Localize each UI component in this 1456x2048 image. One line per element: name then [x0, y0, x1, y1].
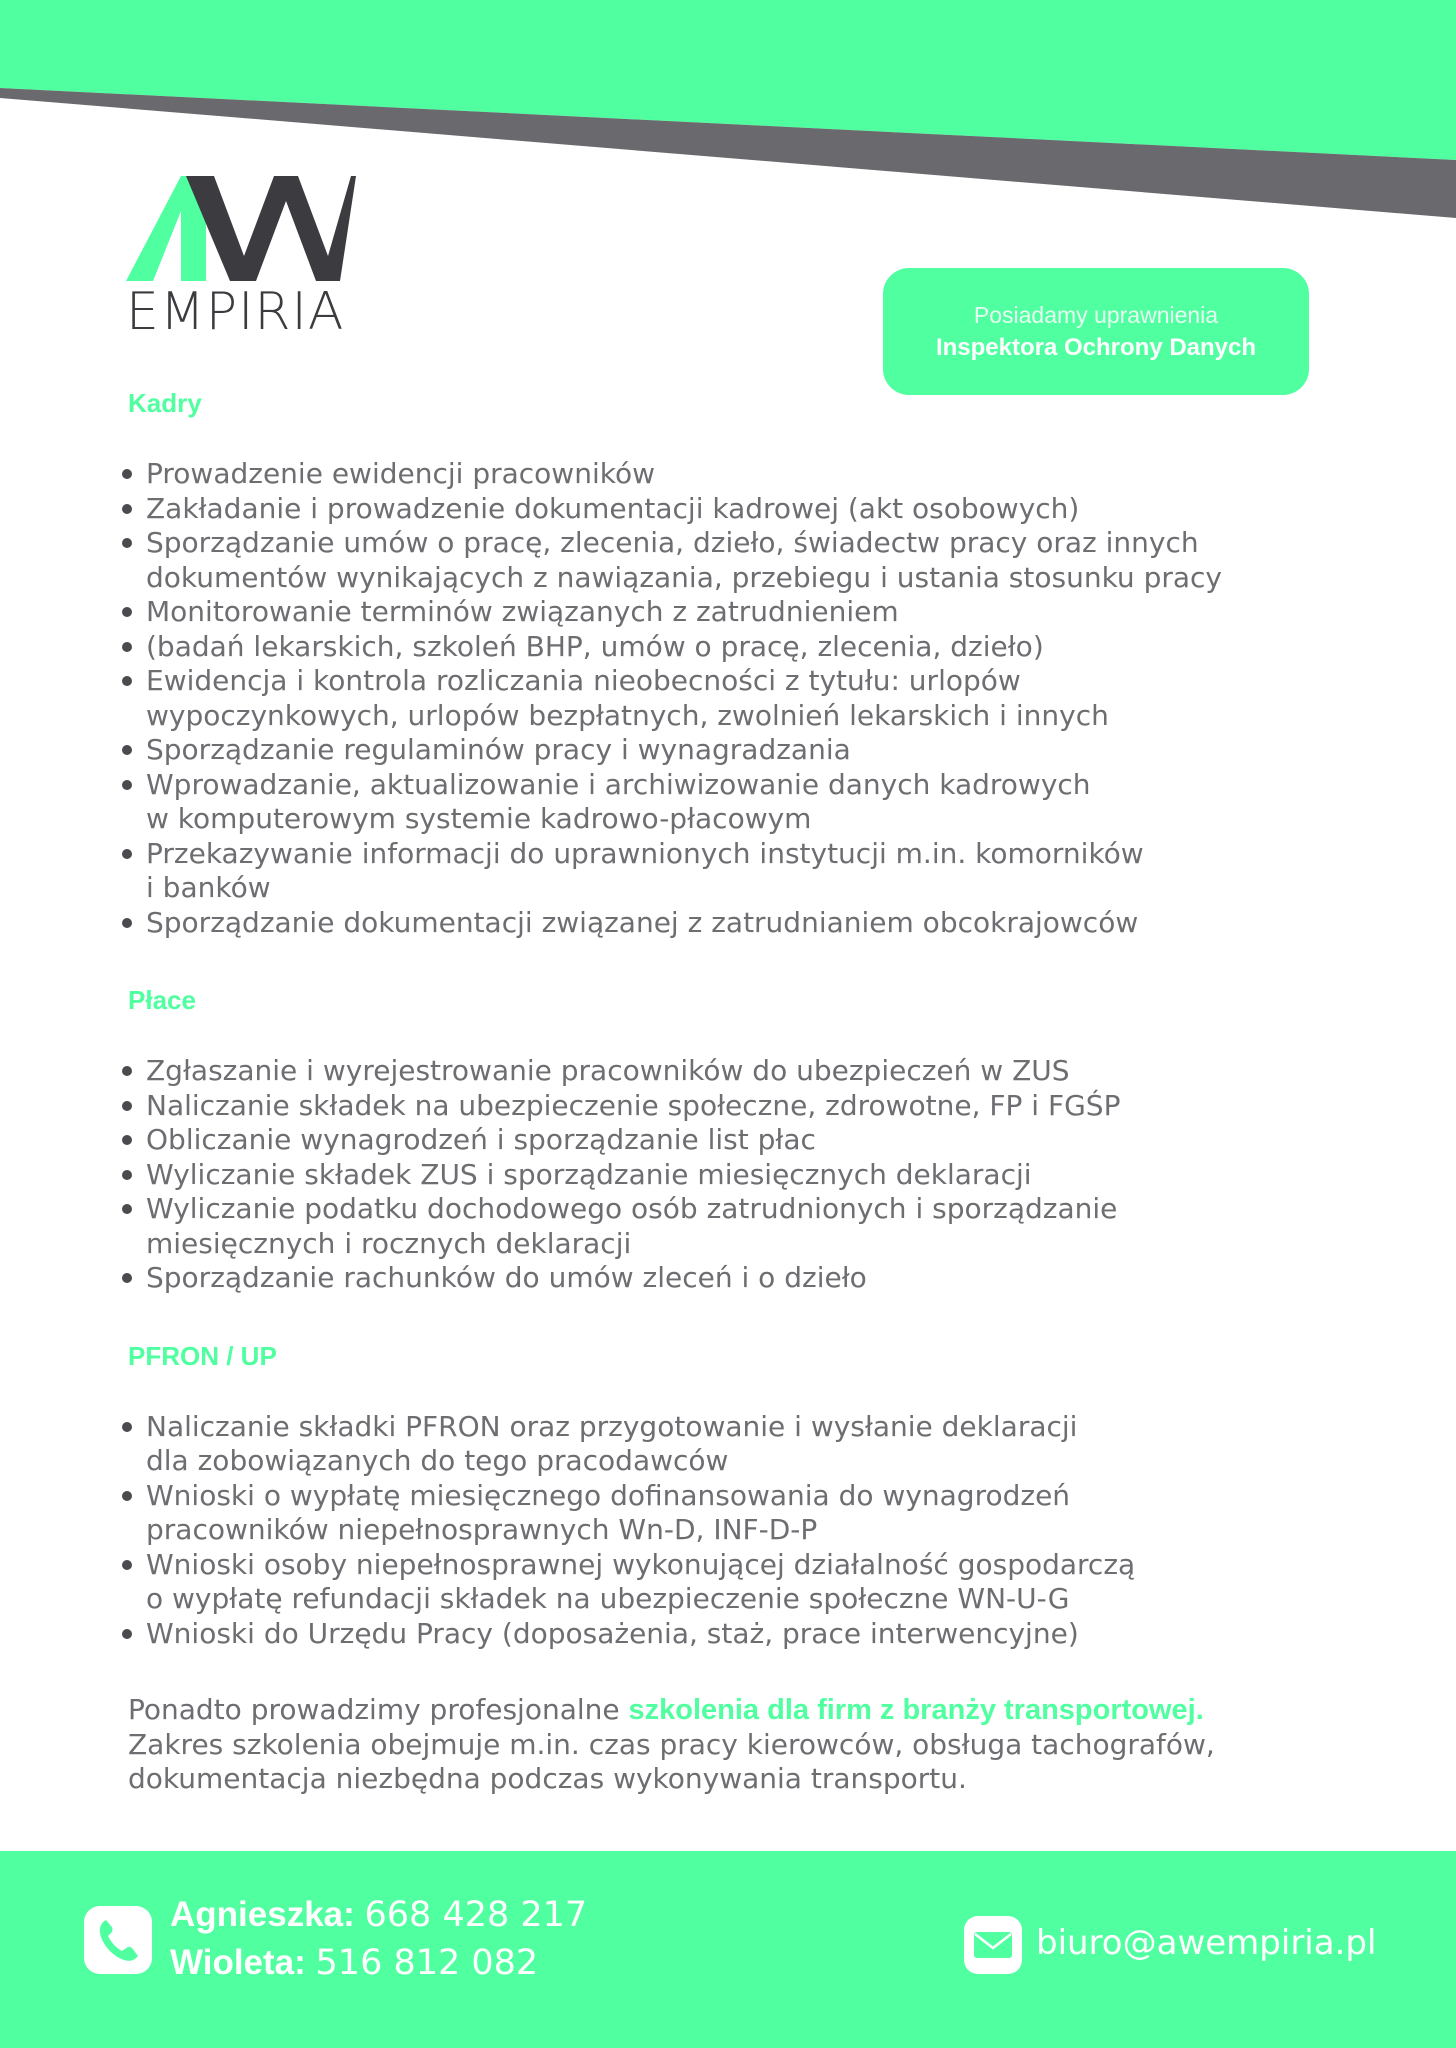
- list-item: [118, 1617, 1348, 1652]
- bullet-icon: [122, 1101, 132, 1111]
- company-logo: [126, 176, 356, 346]
- list-item-text: Wyliczanie składek ZUS i sporządzanie miesięcznych deklaracji: [146, 1157, 1032, 1191]
- phone-icon: [84, 1906, 152, 1974]
- list-item: [118, 1410, 1348, 1479]
- bullet-icon: [122, 538, 132, 548]
- list-item: [118, 1479, 1348, 1548]
- closing-paragraph: [128, 1693, 1348, 1797]
- aw-monogram: [126, 176, 356, 281]
- list-pfron: [118, 1410, 1348, 1652]
- iod-badge: [883, 268, 1309, 395]
- list-item-text: (badań lekarskich, szkoleń BHP, umów o pracę, zlecenia, dzieło): [146, 629, 1044, 663]
- list-item-text: Zakładanie i prowadzenie dokumentacji kadrowej (akt osobowych): [146, 491, 1080, 525]
- list-item-text: Wnioski o wypłatę miesięcznego dofinansowania do wynagrodzeń: [146, 1478, 1071, 1512]
- list-item-text: Wprowadzanie, aktualizowanie i archiwizowanie danych kadrowych: [146, 767, 1091, 801]
- list-item: [118, 1548, 1348, 1617]
- bullet-icon: [122, 676, 132, 686]
- list-kadry: [118, 457, 1348, 940]
- list-item-text: Naliczanie składek na ubezpieczenie społeczne, zdrowotne, FP i FGŚP: [146, 1088, 1121, 1122]
- bullet-icon: [122, 642, 132, 652]
- bullet-icon: [122, 469, 132, 479]
- contact-phone[interactable]: 668 428 217: [364, 1895, 588, 1935]
- main-content: [118, 385, 1348, 1797]
- closing-line-2: Zakres szkolenia obejmuje m.in. czas pracy kierowców, obsługa tachografów,: [128, 1727, 1215, 1761]
- contact-phone[interactable]: 516 812 082: [315, 1943, 539, 1983]
- bullet-icon: [122, 1066, 132, 1076]
- bullet-icon: [122, 918, 132, 928]
- list-item: [118, 1192, 1348, 1261]
- bullet-icon: [122, 1629, 132, 1639]
- list-item-text: Prowadzenie ewidencji pracowników: [146, 457, 655, 490]
- list-item-text: Wyliczanie podatku dochodowego osób zatrudnionych i sporządzanie: [146, 1192, 1118, 1225]
- list-item: [118, 768, 1348, 837]
- contact-list: [170, 1891, 587, 1987]
- list-item: [118, 457, 1348, 492]
- contact-line-wioleta: [170, 1939, 587, 1987]
- contact-name: Wioleta:: [170, 1943, 306, 1982]
- list-item-text: i banków: [146, 871, 271, 904]
- bullet-icon: [122, 1170, 132, 1180]
- list-item: [118, 664, 1348, 733]
- email-link[interactable]: biuro@awempiria.pl: [1036, 1923, 1377, 1963]
- list-item: [118, 837, 1348, 906]
- list-item-text: dokumentów wynikających z nawiązania, przebiegu i ustania stosunku pracy: [146, 560, 1222, 594]
- contact-name: Agnieszka:: [170, 1895, 355, 1934]
- list-item: [118, 526, 1348, 595]
- list-item-text: Sporządzanie umów o pracę, zlecenia, dzieło, świadectw pracy oraz innych: [146, 526, 1199, 559]
- list-item: [118, 1123, 1348, 1158]
- list-item-text: miesięcznych i rocznych deklaracji: [146, 1226, 632, 1260]
- list-item: [118, 1261, 1348, 1296]
- list-item: [118, 630, 1348, 665]
- list-item-text: dla zobowiązanych do tego pracodawców: [146, 1444, 729, 1477]
- list-place: [118, 1054, 1348, 1296]
- bullet-icon: [122, 1422, 132, 1432]
- closing-highlight: szkolenia dla firm z branży transportowej.: [628, 1694, 1204, 1726]
- bullet-icon: [122, 1135, 132, 1145]
- bullet-icon: [122, 1491, 132, 1501]
- list-item: [118, 595, 1348, 630]
- section-title-place: Płace: [128, 985, 196, 1015]
- bullet-icon: [122, 1204, 132, 1214]
- list-item: [118, 733, 1348, 768]
- list-item-text: Sporządzanie dokumentacji związanej z zatrudnianiem obcokrajowców: [146, 905, 1139, 939]
- bullet-icon: [122, 745, 132, 755]
- bullet-icon: [122, 780, 132, 790]
- bullet-icon: [122, 1273, 132, 1283]
- badge-line-1: Posiadamy uprawnienia: [973, 301, 1219, 328]
- list-item-text: Przekazywanie informacji do uprawnionych instytucji m.in. komorników: [146, 836, 1144, 870]
- bullet-icon: [122, 849, 132, 859]
- footer: [0, 1851, 1456, 2048]
- list-item-text: wypoczynkowych, urlopów bezpłatnych, zwolnień lekarskich i innych: [146, 698, 1109, 732]
- list-item-text: Sporządzanie rachunków do umów zleceń i o dzieło: [146, 1261, 867, 1294]
- logo-wordmark: EMPIRIA: [126, 282, 345, 342]
- closing-lead: Ponadto prowadzimy profesjonalne: [128, 1693, 629, 1726]
- closing-line-3: dokumentacja niezbędna podczas wykonywania transportu.: [128, 1762, 967, 1795]
- list-item-text: Naliczanie składki PFRON oraz przygotowanie i wysłanie deklaracji: [146, 1409, 1078, 1443]
- list-item: [118, 1054, 1348, 1089]
- list-item-text: w komputerowym systemie kadrowo-płacowym: [146, 802, 812, 835]
- envelope-icon: [964, 1916, 1022, 1974]
- list-item-text: Wnioski do Urzędu Pracy (doposażenia, staż, prace interwencyjne): [146, 1616, 1079, 1650]
- list-item: [118, 492, 1348, 527]
- section-title-pfron: PFRON / UP: [128, 1340, 277, 1371]
- section-title-kadry: Kadry: [128, 388, 202, 418]
- list-item-text: Ewidencja i kontrola rozliczania nieobecności z tytułu: urlopów: [146, 664, 1021, 697]
- bullet-icon: [122, 1560, 132, 1570]
- list-item: [118, 906, 1348, 941]
- list-item-text: Wnioski osoby niepełnosprawnej wykonującej działalność gospodarczą: [146, 1547, 1136, 1581]
- badge-line-2: Inspektora Ochrony Danych: [935, 333, 1257, 361]
- bullet-icon: [122, 607, 132, 617]
- list-item: [118, 1158, 1348, 1193]
- list-item-text: Obliczanie wynagrodzeń i sporządzanie list płac: [146, 1123, 816, 1156]
- list-item-text: Zgłaszanie i wyrejestrowanie pracowników do ubezpieczeń w ZUS: [146, 1054, 1070, 1087]
- bullet-icon: [122, 504, 132, 514]
- list-item-text: o wypłatę refundacji składek na ubezpieczenie społeczne WN-U-G: [146, 1582, 1070, 1615]
- list-item-text: Sporządzanie regulaminów pracy i wynagradzania: [146, 733, 851, 766]
- list-item-text: pracowników niepełnosprawnych Wn-D, INF-D-P: [146, 1513, 818, 1546]
- list-item-text: Monitorowanie terminów związanych z zatrudnieniem: [146, 595, 899, 628]
- contact-line-agnieszka: [170, 1891, 587, 1939]
- list-item: [118, 1089, 1348, 1124]
